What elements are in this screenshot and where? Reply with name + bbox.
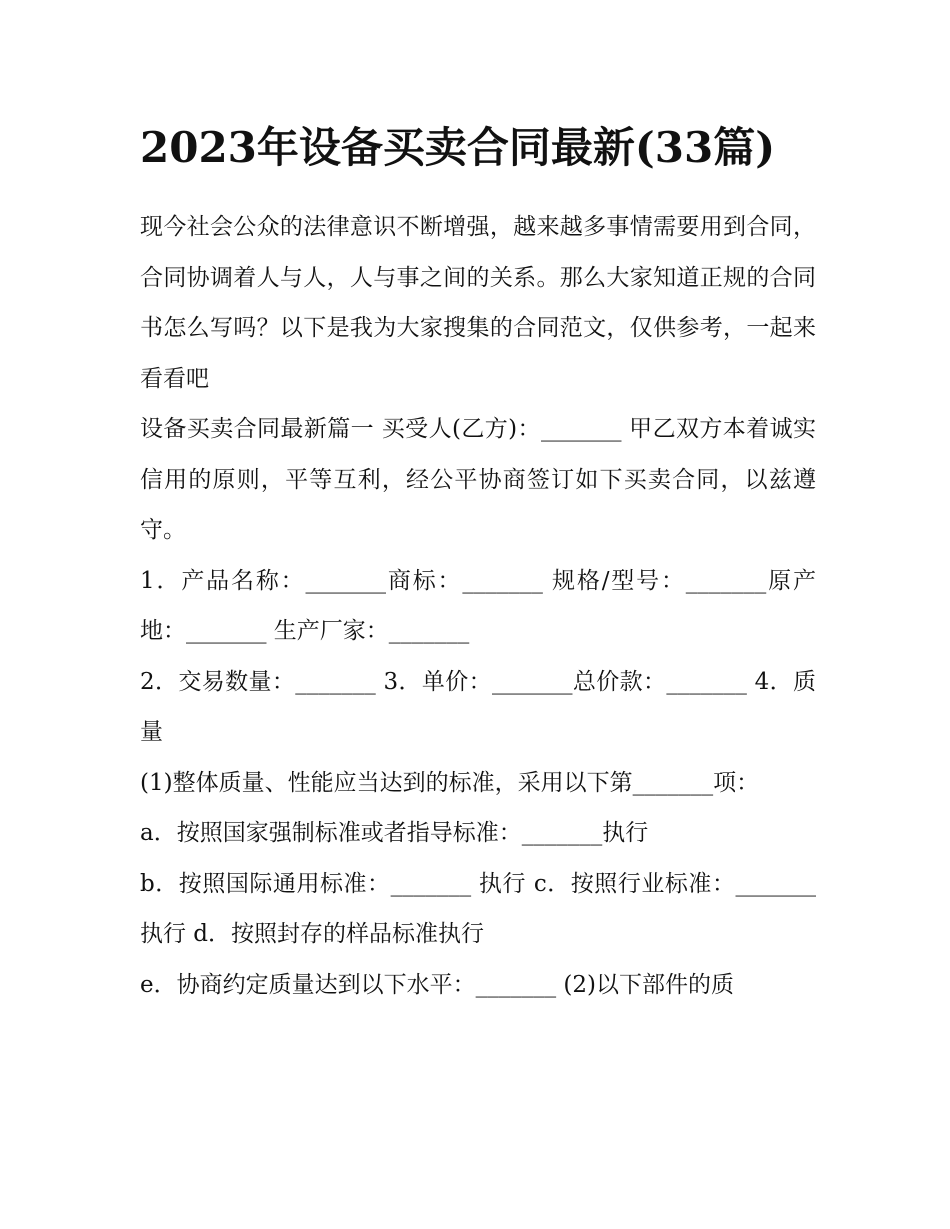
document-body — [140, 202, 816, 1010]
document-title: 2023年设备买卖合同最新(33篇) — [140, 123, 776, 172]
paragraph-preamble: 设备买卖合同最新篇一 买受人(乙方)：_______ 甲乙双方本着诚实信用的原则，平等互利，经公平协商签订如下买卖合同，以兹遵守。 — [140, 416, 816, 543]
paragraph-agreed-quality: e．协商约定质量达到以下水平：_______ (2)以下部件的质 — [140, 971, 735, 998]
paragraph-quality-standard: (1)整体质量、性能应当达到的标准，采用以下第_______项： — [140, 769, 760, 796]
document-content — [140, 118, 816, 1010]
paragraph-intro: 现今社会公众的法律意识不断增强，越来越多事情需要用到合同，合同协调着人与人，人与事之间的关系。那么大家知道正规的合同书怎么写吗？以下是我为大家搜集的合同范文，仅供参考，一起来看看吧 — [140, 214, 816, 392]
paragraph-product-name: 1．产品名称：_______商标：_______ 规格/型号：_______原产地：_______ 生产厂家：_______ — [140, 567, 816, 644]
paragraph-international-standard: b．按照国际通用标准：_______ 执行 c．按照行业标准：_______ 执行 d．按照封存的样品标准执行 — [140, 870, 816, 947]
paragraph-quantity-price: 2．交易数量：_______ 3．单价：_______总价款：_______ 4．质量 — [140, 668, 816, 745]
paragraph-national-standard: a．按照国家强制标准或者指导标准：_______执行 — [140, 820, 649, 846]
